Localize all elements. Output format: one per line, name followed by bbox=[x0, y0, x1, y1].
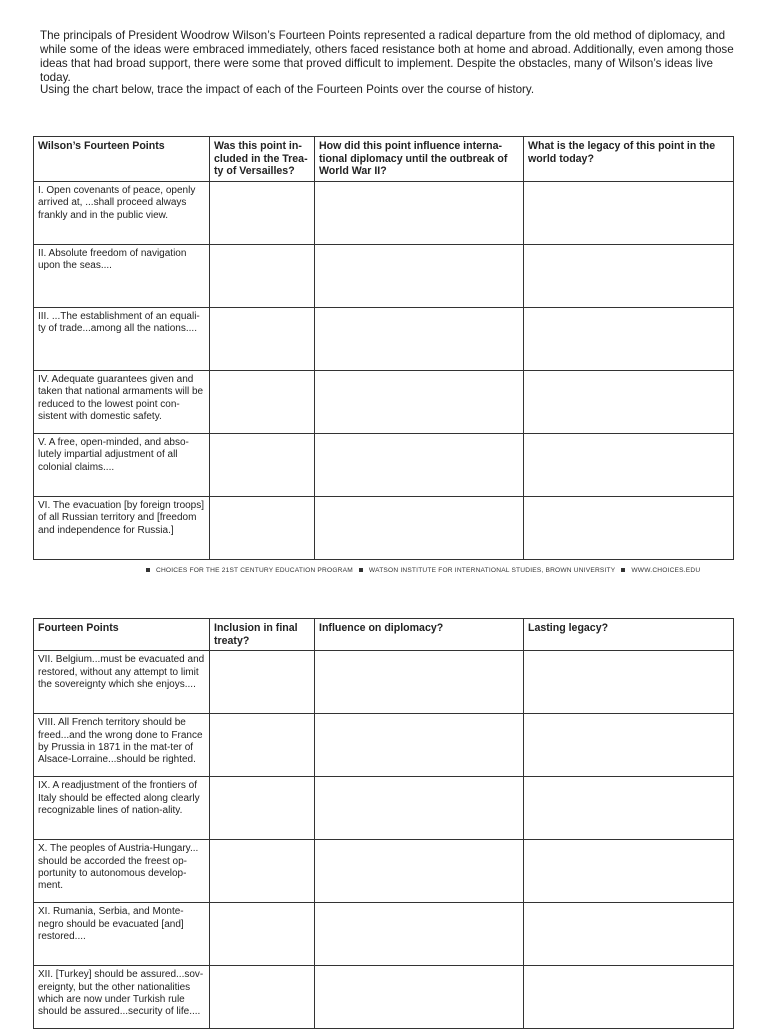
header-points: Wilson’s Fourteen Points bbox=[34, 137, 210, 182]
included-answer-cell[interactable] bbox=[210, 433, 315, 496]
legacy-answer-cell[interactable] bbox=[524, 714, 734, 777]
table-row bbox=[34, 181, 734, 244]
influence-answer-cell[interactable] bbox=[315, 244, 524, 307]
legacy-answer-cell[interactable] bbox=[524, 903, 734, 966]
table-row bbox=[34, 651, 734, 714]
header-included: Inclusion in final treaty? bbox=[210, 619, 315, 651]
legacy-answer-cell[interactable] bbox=[524, 966, 734, 1029]
included-answer-cell[interactable] bbox=[210, 307, 315, 370]
legacy-answer-cell[interactable] bbox=[524, 777, 734, 840]
table-row bbox=[34, 244, 734, 307]
influence-answer-cell[interactable] bbox=[315, 181, 524, 244]
influence-answer-cell[interactable] bbox=[315, 651, 524, 714]
influence-answer-cell[interactable] bbox=[315, 496, 524, 559]
included-answer-cell[interactable] bbox=[210, 651, 315, 714]
point-text: VIII. All French territory should be freed...and the wrong done to France by Prussia in 1871 in the mat-ter of Alsace-Lorraine...should be righted. bbox=[34, 714, 210, 777]
table-row bbox=[34, 714, 734, 777]
table-row bbox=[34, 903, 734, 966]
point-text: I. Open covenants of peace, openly arrived at, ...shall proceed always frankly and in the public view. bbox=[34, 181, 210, 244]
legacy-answer-cell[interactable] bbox=[524, 307, 734, 370]
included-answer-cell[interactable] bbox=[210, 966, 315, 1029]
influence-answer-cell[interactable] bbox=[315, 433, 524, 496]
header-legacy: What is the legacy of this point in the world today? bbox=[524, 137, 734, 182]
included-answer-cell[interactable] bbox=[210, 714, 315, 777]
included-answer-cell[interactable] bbox=[210, 244, 315, 307]
influence-answer-cell[interactable] bbox=[315, 966, 524, 1029]
included-answer-cell[interactable] bbox=[210, 496, 315, 559]
point-text: VI. The evacuation [by foreign troops] of all Russian territory and [freedom and independence for Russia.] bbox=[34, 496, 210, 559]
page-footer bbox=[146, 567, 701, 574]
influence-answer-cell[interactable] bbox=[315, 307, 524, 370]
header-influence: How did this point influence interna-tional diplomacy until the outbreak of World War II? bbox=[315, 137, 524, 182]
square-bullet-icon bbox=[146, 568, 150, 572]
footer-institute: WATSON INSTITUTE FOR INTERNATIONAL STUDIES, BROWN UNIVERSITY bbox=[368, 567, 616, 574]
fourteen-points-table-2 bbox=[33, 618, 734, 1029]
legacy-answer-cell[interactable] bbox=[524, 651, 734, 714]
legacy-answer-cell[interactable] bbox=[524, 244, 734, 307]
included-answer-cell[interactable] bbox=[210, 181, 315, 244]
legacy-answer-cell[interactable] bbox=[524, 496, 734, 559]
legacy-answer-cell[interactable] bbox=[524, 840, 734, 903]
intro-paragraph: The principals of President Woodrow Wilson’s Fourteen Points represented a radical departure from the old method of diplomacy, and while some of the ideas were embraced immediately, others faced resistance both at home and abroad. Additionally, even among those ideas that had broad support, there were some that proved difficult to implement. Despite the obstacles, many of Wilson’s ideas live today. bbox=[40, 29, 734, 84]
table-row bbox=[34, 307, 734, 370]
header-legacy: Lasting legacy? bbox=[524, 619, 734, 651]
included-answer-cell[interactable] bbox=[210, 370, 315, 433]
point-text: V. A free, open-minded, and abso-lutely impartial adjustment of all colonial claims.... bbox=[34, 433, 210, 496]
influence-answer-cell[interactable] bbox=[315, 714, 524, 777]
footer-program: CHOICES FOR THE 21ST CENTURY EDUCATION PROGRAM bbox=[156, 567, 353, 574]
point-text: IV. Adequate guarantees given and taken that national armaments will be reduced to the lowest point con-sistent with domestic safety. bbox=[34, 370, 210, 433]
table-header-row bbox=[34, 137, 734, 182]
included-answer-cell[interactable] bbox=[210, 903, 315, 966]
legacy-answer-cell[interactable] bbox=[524, 370, 734, 433]
point-text: XII. [Turkey] should be assured...sov-ereignty, but the other nationalities which are now under Turkish rule should be assured...security of life.... bbox=[34, 966, 210, 1029]
influence-answer-cell[interactable] bbox=[315, 777, 524, 840]
included-answer-cell[interactable] bbox=[210, 840, 315, 903]
influence-answer-cell[interactable] bbox=[315, 840, 524, 903]
table-header-row bbox=[34, 619, 734, 651]
table-row bbox=[34, 433, 734, 496]
table-row bbox=[34, 840, 734, 903]
instruction-text: Using the chart below, trace the impact of each of the Fourteen Points over the course of history. bbox=[40, 83, 535, 96]
header-included: Was this point in-cluded in the Trea-ty of Versailles? bbox=[210, 137, 315, 182]
point-text: II. Absolute freedom of navigation upon the seas.... bbox=[34, 244, 210, 307]
influence-answer-cell[interactable] bbox=[315, 903, 524, 966]
table-row bbox=[34, 496, 734, 559]
point-text: X. The peoples of Austria-Hungary... should be accorded the freest op-portunity to autonomous develop-ment. bbox=[34, 840, 210, 903]
square-bullet-icon bbox=[359, 568, 363, 572]
point-text: VII. Belgium...must be evacuated and restored, without any attempt to limit the sovereignty which she enjoys.... bbox=[34, 651, 210, 714]
point-text: IX. A readjustment of the frontiers of Italy should be effected along clearly recognizable lines of nation-ality. bbox=[34, 777, 210, 840]
legacy-answer-cell[interactable] bbox=[524, 181, 734, 244]
legacy-answer-cell[interactable] bbox=[524, 433, 734, 496]
header-influence: Influence on diplomacy? bbox=[315, 619, 524, 651]
influence-answer-cell[interactable] bbox=[315, 370, 524, 433]
point-text: XI. Rumania, Serbia, and Monte-negro should be evacuated [and] restored.... bbox=[34, 903, 210, 966]
table-row bbox=[34, 370, 734, 433]
footer-website[interactable]: WWW.CHOICES.EDU bbox=[631, 567, 701, 574]
point-text: III. ...The establishment of an equali-ty of trade...among all the nations.... bbox=[34, 307, 210, 370]
table-row bbox=[34, 966, 734, 1029]
table-row bbox=[34, 777, 734, 840]
included-answer-cell[interactable] bbox=[210, 777, 315, 840]
square-bullet-icon bbox=[621, 568, 625, 572]
header-points: Fourteen Points bbox=[34, 619, 210, 651]
fourteen-points-table-1 bbox=[33, 136, 734, 560]
